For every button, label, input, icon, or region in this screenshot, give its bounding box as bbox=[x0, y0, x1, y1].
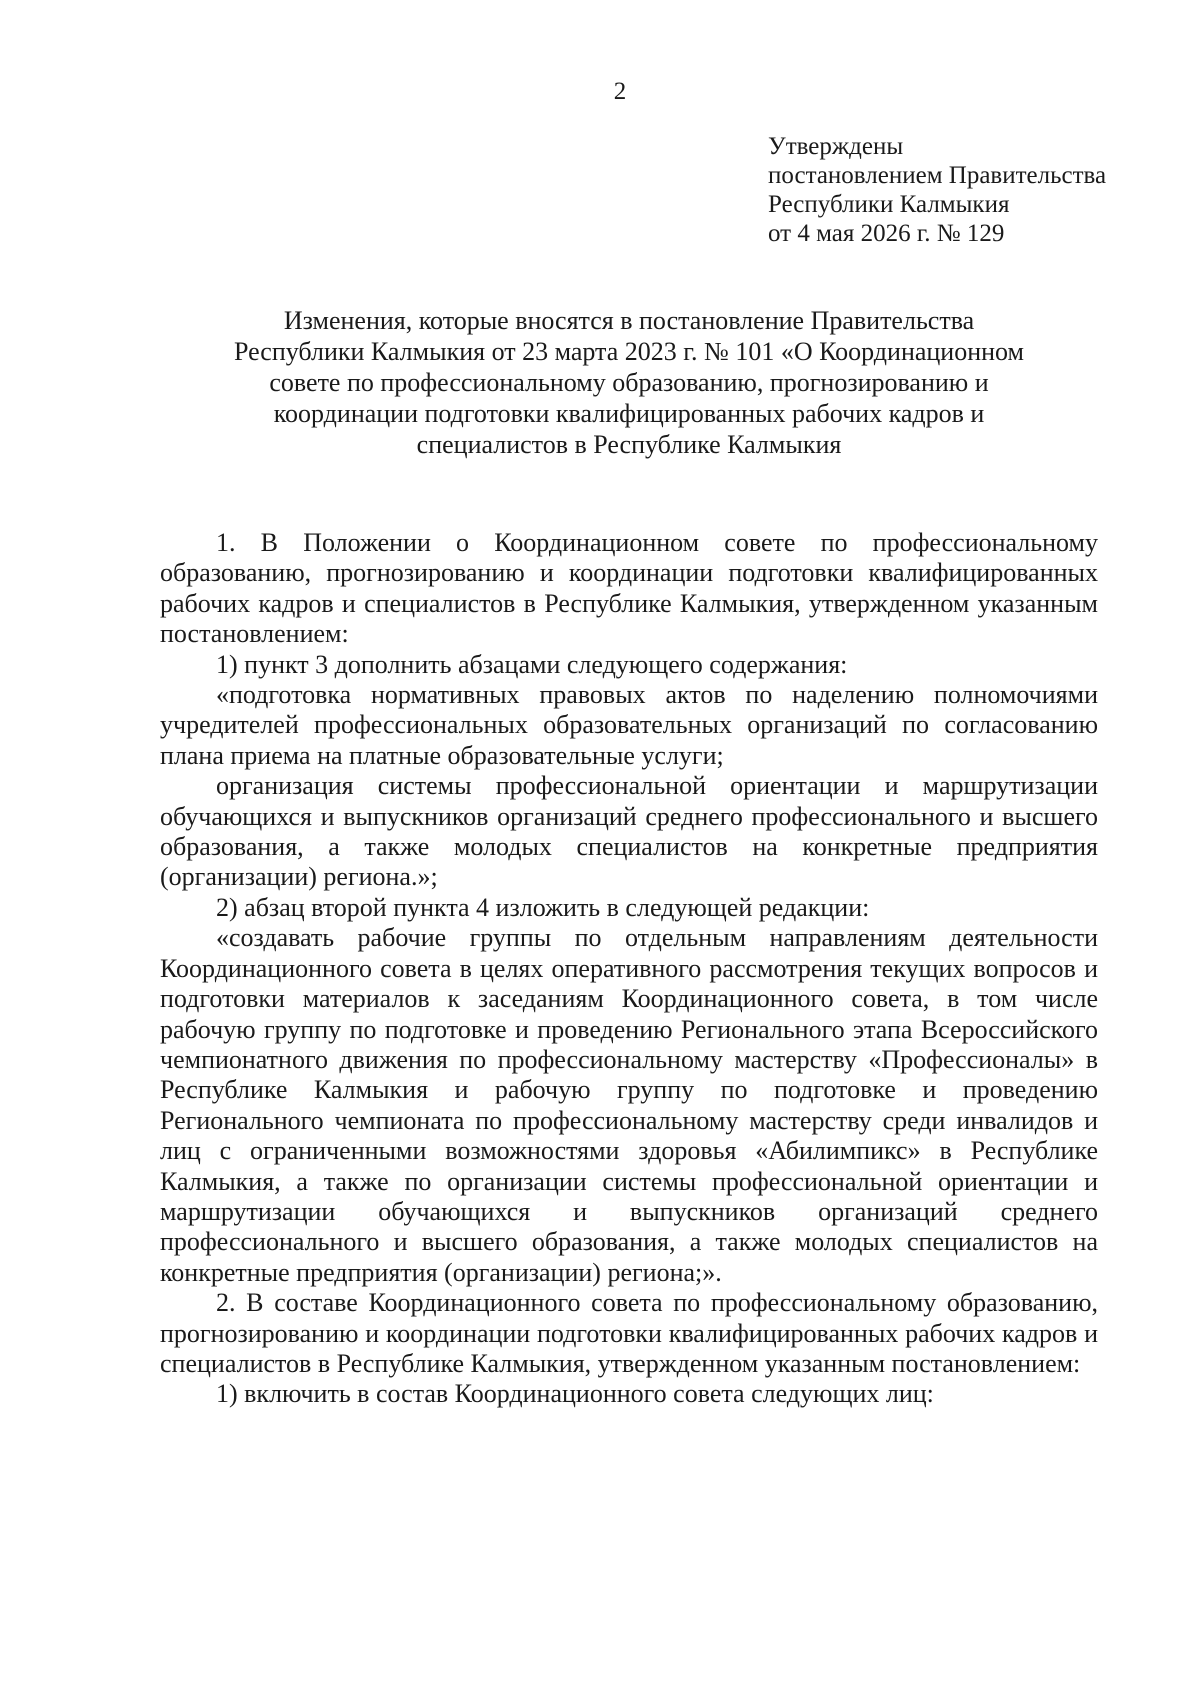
paragraph-section-2: 2. В составе Координационного совета по профессиональному образованию, прогнозированию и координации подготовки квалифицированных рабочих кадров и специалистов в Республике Калмыкия, утвержденном указанным постановлением: bbox=[160, 1288, 1098, 1378]
approval-line: Утверждены bbox=[768, 133, 904, 160]
approval-block bbox=[768, 132, 1106, 248]
paragraph-item-2: 2) абзац второй пункта 4 изложить в следующей редакции: bbox=[216, 892, 870, 922]
paragraph-quote-2: организация системы профессиональной ориентации и маршрутизации обучающихся и выпускников организаций среднего профессионального и высшего образования, а также молодых специалистов на конкретные предприятия (организации) региона.»; bbox=[160, 771, 1098, 892]
approval-line: от 4 мая 2026 г. № 129 bbox=[768, 220, 1005, 247]
title-line: совете по профессиональному образованию, прогнозированию и bbox=[269, 368, 989, 397]
title-line: Изменения, которые вносятся в постановление Правительства bbox=[283, 306, 975, 335]
title-line: специалистов в Республике Калмыкия bbox=[416, 430, 842, 459]
title-line: Республики Калмыкия от 23 марта 2023 г. № 101 «О Координационном bbox=[233, 337, 1025, 366]
approval-line: постановлением Правительства bbox=[768, 162, 1107, 189]
paragraph-quote-1: «подготовка нормативных правовых актов по наделению полномочиями учредителей профессиональных образовательных организаций по согласованию плана приема на платные образовательные услуги; bbox=[160, 680, 1098, 770]
document-title bbox=[160, 305, 1098, 460]
paragraph-quote-3: «создавать рабочие группы по отдельным направлениям деятельности Координационного совета в целях оперативного рассмотрения текущих вопросов и подготовки материалов к заседаниям Координационного совета, в том числе рабочую группу по подготовке и проведению Регионального этапа Всероссийского чемпионатного движения по профессиональному мастерству «Профессионалы» в Республике Калмыкия и рабочую группу по подготовке и проведению Регионального чемпионата по профессиональному мастерству среди инвалидов и лиц с ограниченными возможностями здоровья «Абилимпикс» в Республике Калмыкия, а также по организации системы профессиональной ориентации и маршрутизации обучающихся и выпускников организаций среднего профессионального и высшего образования, а также молодых специалистов на конкретные предприятия (организации) региона;». bbox=[160, 923, 1098, 1287]
page-number: 2 bbox=[613, 78, 627, 105]
paragraph-item-3: 1) включить в состав Координационного совета следующих лиц: bbox=[216, 1379, 934, 1409]
document-body bbox=[160, 528, 1098, 1410]
title-line: координации подготовки квалифицированных рабочих кадров и bbox=[273, 399, 985, 428]
paragraph-item-1: 1) пункт 3 дополнить абзацами следующего содержания: bbox=[216, 649, 848, 679]
paragraph-section-1: 1. В Положении о Координационном совете по профессиональному образованию, прогнозированию и координации подготовки квалифицированных рабочих кадров и специалистов в Республике Калмыкия, утвержденном указанным постановлением: bbox=[160, 528, 1098, 649]
approval-line: Республики Калмыкия bbox=[768, 191, 1010, 218]
